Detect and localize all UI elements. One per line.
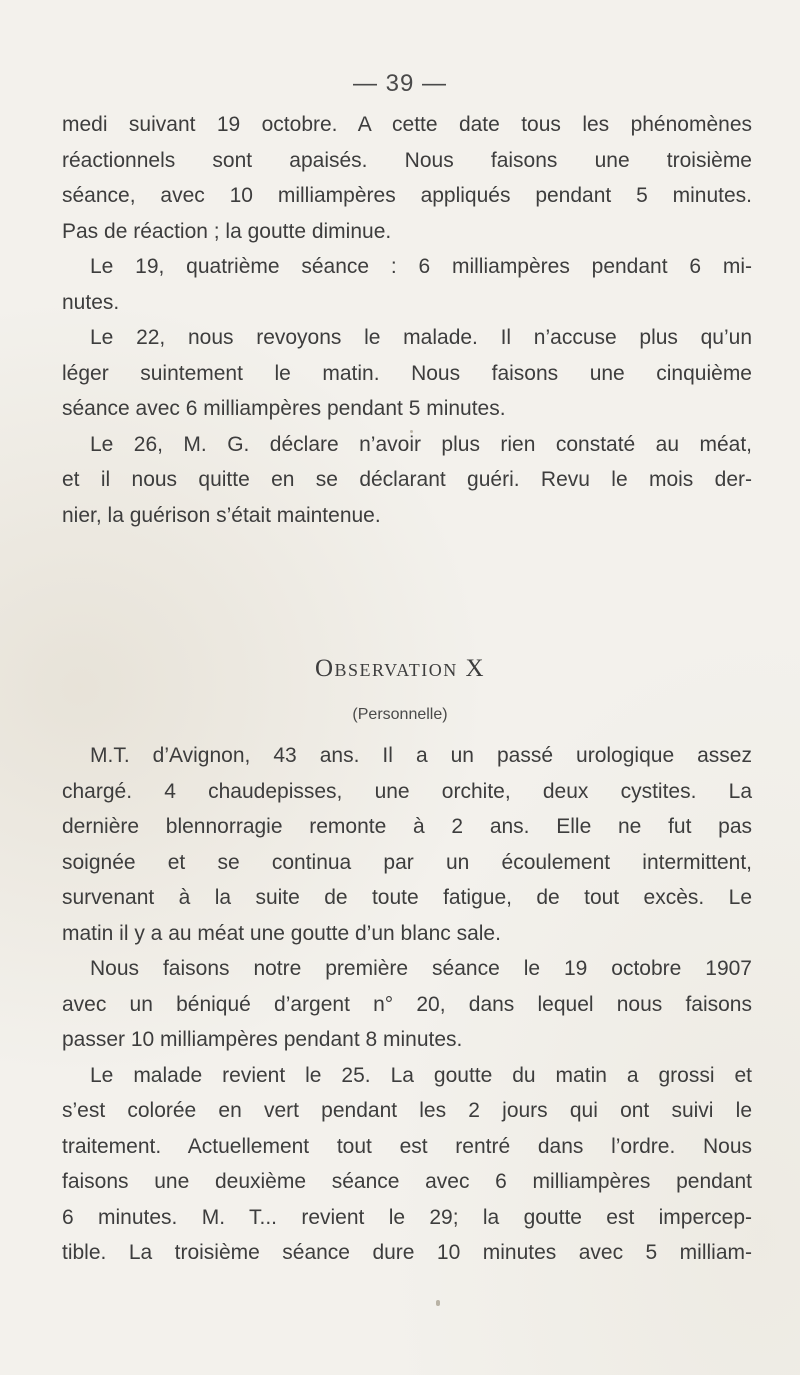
text-line: M.T. d’Avignon, 43 ans. Il a un passé urologique assez	[90, 744, 752, 767]
text-line: Le 26, M. G. déclare n’avoir plus rien constaté au méat,	[90, 432, 752, 456]
text-line: léger suintement le matin. Nous faisons une cinquième	[62, 361, 752, 385]
text-line: nutes.	[62, 290, 120, 314]
text-line: nier, la guérison s’était maintenue.	[62, 503, 381, 527]
text-line: survenant à la suite de toute fatigue, de tout excès. Le	[62, 886, 752, 909]
text-line: Le 22, nous revoyons le malade. Il n’accuse plus qu’un	[90, 326, 752, 349]
paragraph-group-2	[62, 738, 752, 1271]
text-line: passer 10 milliampères pendant 8 minutes.	[62, 1028, 463, 1051]
text-line: faisons une deuxième séance avec 6 milliampères pendant	[62, 1170, 752, 1193]
paper-speck	[436, 1300, 440, 1306]
text-line: avec un béniqué d’argent n° 20, dans lequel nous faisons	[62, 992, 752, 1016]
text-line: medi suivant 19 octobre. A cette date tous les phénomènes	[62, 113, 752, 136]
text-line: dernière blennorragie remonte à 2 ans. Elle ne fut pas	[62, 815, 752, 838]
observation-subtitle: (Personnelle)	[352, 706, 448, 723]
text-line: chargé. 4 chaudepisses, une orchite, deux cystites. La	[62, 779, 752, 803]
text-line: Nous faisons notre première séance le 19 octobre 1907	[90, 957, 752, 980]
text-line: matin il y a au méat une goutte d’un blanc sale.	[62, 921, 501, 945]
text-line: et il nous quitte en se déclarant guéri. Revu le mois der-	[62, 468, 752, 491]
text-line: soignée et se continua par un écoulement intermittent,	[62, 850, 752, 874]
text-line: 6 minutes. M. T... revient le 29; la goutte est impercep-	[62, 1205, 752, 1229]
text-line: séance, avec 10 milliampères appliqués pendant 5 minutes.	[62, 184, 752, 207]
text-line: traitement. Actuellement tout est rentré dans l’ordre. Nous	[62, 1134, 752, 1158]
observation-title: Observation X	[314, 655, 486, 682]
text-line: Pas de réaction ; la goutte diminue.	[62, 219, 392, 243]
paper-speck	[410, 430, 413, 433]
text-line: séance avec 6 milliampères pendant 5 minutes.	[62, 397, 506, 420]
text-line: réactionnels sont apaisés. Nous faisons une troisième	[62, 148, 752, 172]
page-number: — 39 —	[352, 70, 448, 97]
text-line: Le malade revient le 25. La goutte du matin a grossi et	[90, 1063, 752, 1087]
paragraph-group-1	[62, 107, 752, 533]
text-line: tible. La troisième séance dure 10 minutes avec 5 milliam-	[62, 1241, 752, 1264]
text-line: Le 19, quatrième séance : 6 milliampères pendant 6 mi-	[90, 255, 752, 278]
text-line: s’est colorée en vert pendant les 2 jours qui ont suivi le	[62, 1099, 752, 1122]
